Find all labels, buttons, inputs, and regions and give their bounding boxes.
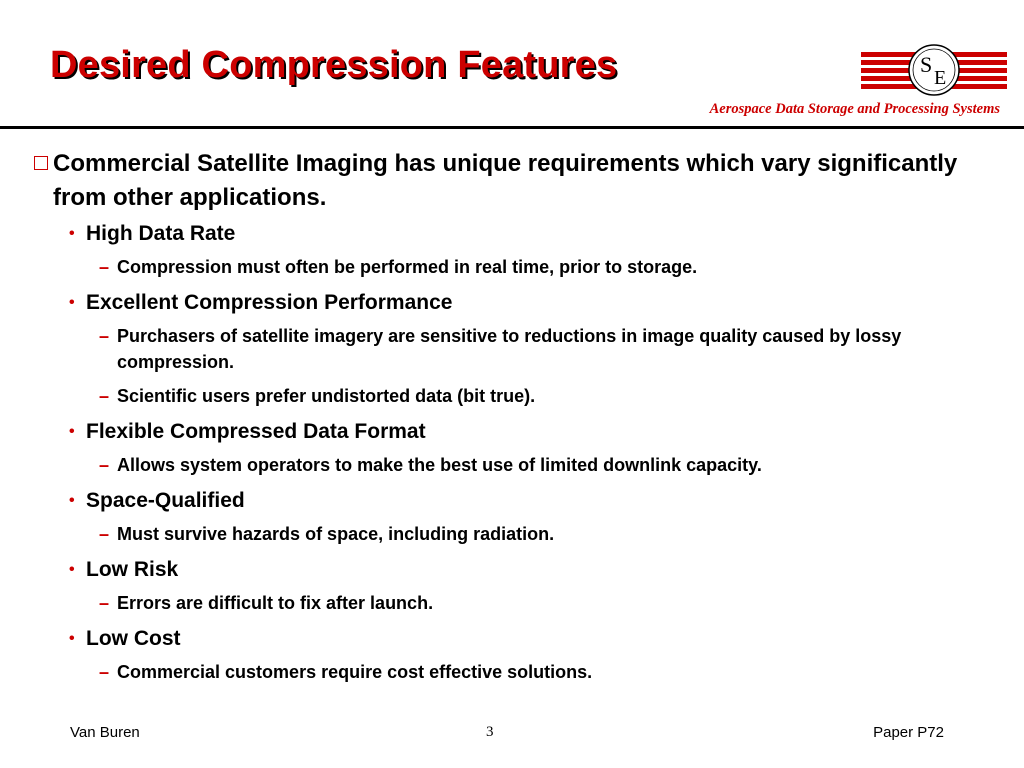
list-item-label: Low Risk xyxy=(86,558,179,581)
list-item-label: Space-Qualified xyxy=(86,489,245,512)
sub-item-text: Compression must often be performed in real time, prior to storage. xyxy=(117,257,698,277)
list-item xyxy=(69,220,1024,248)
list-item xyxy=(69,289,1024,317)
sub-item-text: Must survive hazards of space, including radiation. xyxy=(117,524,555,544)
dash-bullet-icon: – xyxy=(99,386,110,406)
logo-letter-e: E xyxy=(934,67,947,89)
list-item-label: High Data Rate xyxy=(86,222,236,245)
slide-title: Desired Compression Features xyxy=(50,44,618,86)
list-item xyxy=(69,625,1024,653)
dash-bullet-icon: – xyxy=(99,524,110,544)
main-bullet xyxy=(34,147,974,215)
list-item xyxy=(69,487,1024,515)
dash-bullet-icon: – xyxy=(99,326,110,346)
header-rule xyxy=(0,126,1024,129)
sub-item xyxy=(99,659,939,685)
list-item-label: Low Cost xyxy=(86,627,181,650)
sub-item-text: Allows system operators to make the best use of limited downlink capacity. xyxy=(117,455,762,475)
sub-item-text: Commercial customers require cost effective solutions. xyxy=(117,662,593,682)
footer-author: Van Buren xyxy=(70,724,140,741)
bullet-dot-icon: • xyxy=(69,225,75,242)
dash-bullet-icon: – xyxy=(99,257,110,277)
sub-item xyxy=(99,521,939,547)
dash-bullet-icon: – xyxy=(99,455,110,475)
sub-item-text: Purchasers of satellite imagery are sensitive to reductions in image quality caused by lossy compression. xyxy=(117,326,902,372)
organization-name: Aerospace Data Storage and Processing Systems xyxy=(709,101,1000,117)
dash-bullet-icon: – xyxy=(99,593,110,613)
footer-page-number: 3 xyxy=(486,724,494,740)
list-item-label: Excellent Compression Performance xyxy=(86,291,453,314)
sub-item-text: Scientific users prefer undistorted data (bit true). xyxy=(117,386,536,406)
sub-item xyxy=(99,383,939,409)
bullet-dot-icon: • xyxy=(69,630,75,647)
list-item xyxy=(69,556,1024,584)
bullet-dot-icon: • xyxy=(69,423,75,440)
main-bullet-text: Commercial Satellite Imaging has unique requirements which vary significantly from other applications. xyxy=(53,150,958,211)
sub-item-text: Errors are difficult to fix after launch. xyxy=(117,593,434,613)
footer-paper-id: Paper P72 xyxy=(873,724,944,741)
logo-letter-s: S xyxy=(920,52,933,77)
sub-item xyxy=(99,323,939,375)
sub-item xyxy=(99,254,939,280)
se-logo xyxy=(861,42,1007,98)
square-bullet-icon xyxy=(34,156,48,170)
sub-item xyxy=(99,452,939,478)
list-item-label: Flexible Compressed Data Format xyxy=(86,420,426,443)
dash-bullet-icon: – xyxy=(99,662,110,682)
list-item xyxy=(69,418,1024,446)
bullet-dot-icon: • xyxy=(69,561,75,578)
sub-item xyxy=(99,590,939,616)
bullet-dot-icon: • xyxy=(69,294,75,311)
bullet-dot-icon: • xyxy=(69,492,75,509)
bullet-list xyxy=(0,220,1024,685)
